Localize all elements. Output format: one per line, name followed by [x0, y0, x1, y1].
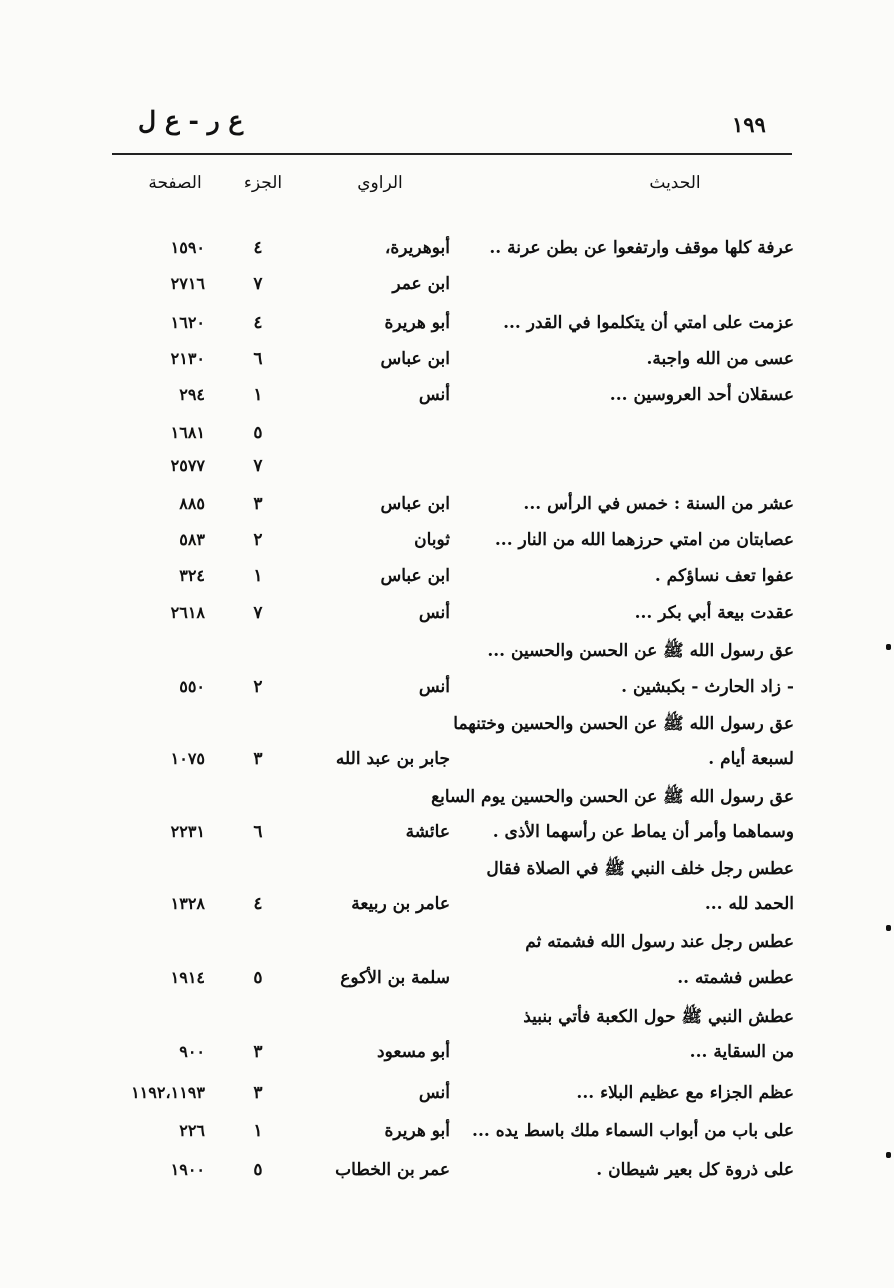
table-row: [0, 274, 894, 310]
table-row: [0, 786, 894, 822]
volume-number: ٤: [253, 313, 263, 333]
narrator-name: عمر بن الخطاب: [335, 1160, 450, 1180]
edge-mark: [886, 644, 891, 650]
table-row: [0, 713, 894, 749]
hadith-text: عرفة كلها موقف وارتفعوا عن بطن عرنة ..: [489, 238, 794, 258]
table-row: [0, 932, 894, 968]
narrator-name: عامر بن ربيعة: [351, 894, 450, 914]
table-row: [0, 858, 894, 894]
narrator-name: أنس: [418, 677, 450, 697]
hadith-text: عطس فشمته ..: [677, 968, 794, 988]
page-reference: ٢٩٤: [179, 385, 205, 404]
narrator-name: ابن عباس: [380, 494, 450, 514]
page-reference: ٥٨٣: [179, 530, 205, 549]
page-reference: ٢١٣٠: [170, 349, 205, 368]
narrator-name: أبوهريرة،: [384, 238, 450, 258]
table-row: [0, 423, 894, 459]
page-reference: ٩٠٠: [179, 1042, 205, 1061]
volume-number: ٧: [253, 456, 263, 476]
table-row: [0, 385, 894, 421]
hadith-text: على باب من أبواب السماء ملك باسط يده ...: [472, 1121, 794, 1141]
column-header-hadith: الحديث: [649, 173, 701, 193]
table-row: [0, 349, 894, 385]
table-row: [0, 1006, 894, 1042]
hadith-text: عسى من الله واجبة.: [646, 349, 794, 369]
edge-mark: [886, 1152, 891, 1158]
volume-number: ٣: [253, 494, 263, 514]
narrator-name: سلمة بن الأكوع: [340, 968, 450, 988]
page-reference: ١٥٩٠: [170, 238, 205, 257]
volume-number: ٧: [253, 274, 263, 294]
page-number: ١٩٩: [732, 112, 766, 137]
hadith-text: عق رسول الله ﷺ عن الحسن والحسين يوم السابع: [431, 787, 794, 807]
narrator-name: أبو مسعود: [377, 1042, 450, 1062]
table-row: [0, 677, 894, 713]
column-header-juz: الجزء: [243, 173, 283, 193]
table-row: [0, 1160, 894, 1196]
narrator-name: عائشة: [405, 822, 450, 842]
volume-number: ٢: [253, 530, 263, 550]
narrator-name: ثوبان: [414, 530, 450, 550]
volume-number: ٤: [253, 238, 263, 258]
table-row: [0, 494, 894, 530]
hadith-text: عسقلان أحد العروسين ...: [609, 385, 794, 405]
volume-number: ١: [253, 566, 263, 586]
column-header-page: الصفحة: [148, 173, 202, 193]
page-reference: ٢٢٦: [179, 1121, 205, 1140]
page-reference: ٥٥٠: [179, 677, 205, 696]
volume-number: ٥: [253, 1160, 263, 1180]
narrator-name: أبو هريرة: [384, 1121, 450, 1141]
page-reference: ١٩١٤: [170, 968, 205, 987]
volume-number: ٦: [253, 822, 263, 842]
volume-number: ٣: [253, 1042, 263, 1062]
page-reference: ٢٦١٨: [170, 603, 205, 622]
hadith-text: على ذروة كل بعير شيطان .: [596, 1160, 794, 1180]
page-reference: ٢٥٧٧: [170, 456, 205, 475]
volume-number: ١: [253, 385, 263, 405]
page-reference: ٢٢٣١: [170, 822, 205, 841]
volume-number: ٥: [253, 968, 263, 988]
table-row: [0, 1121, 894, 1157]
page-reference: ١٦٢٠: [170, 313, 205, 332]
page-reference: ١٠٧٥: [170, 749, 205, 768]
page-reference: ٢٧١٦: [170, 274, 205, 293]
table-row: [0, 530, 894, 566]
table-row: [0, 894, 894, 930]
page-reference: ١٣٢٨: [170, 894, 205, 913]
page-reference: ١١٩٢،١١٩٣: [131, 1083, 205, 1102]
table-row: [0, 749, 894, 785]
page-reference: ١٩٠٠: [170, 1160, 205, 1179]
hadith-text: عزمت على امتي أن يتكلموا في القدر ...: [503, 313, 794, 333]
volume-number: ٦: [253, 349, 263, 369]
table-row: [0, 313, 894, 349]
table-row: [0, 822, 894, 858]
hadith-text: عطس رجل خلف النبي ﷺ في الصلاة فقال: [486, 859, 794, 879]
narrator-name: أنس: [418, 1083, 450, 1103]
table-row: [0, 640, 894, 676]
narrator-name: ابن عباس: [380, 566, 450, 586]
narrator-name: جابر بن عبد الله: [335, 749, 450, 769]
volume-number: ٢: [253, 677, 263, 697]
header-rule: [112, 153, 792, 155]
volume-number: ٤: [253, 894, 263, 914]
table-row: [0, 456, 894, 492]
hadith-text: الحمد لله ...: [704, 894, 794, 914]
letter-range-heading: ع ر - ع ل: [138, 106, 244, 135]
page-reference: ٨٨٥: [179, 494, 205, 513]
narrator-name: أنس: [418, 385, 450, 405]
narrator-name: ابن عباس: [380, 349, 450, 369]
hadith-text: عق رسول الله ﷺ عن الحسن والحسين وختنهما: [453, 714, 794, 734]
hadith-text: عق رسول الله ﷺ عن الحسن والحسين ...: [487, 641, 794, 661]
hadith-text: عطش النبي ﷺ حول الكعبة فأتي بنبيذ: [523, 1007, 794, 1027]
narrator-name: ابن عمر: [392, 274, 450, 294]
page-reference: ١٦٨١: [170, 423, 205, 442]
volume-number: ٥: [253, 423, 263, 443]
volume-number: ١: [253, 1121, 263, 1141]
table-row: [0, 603, 894, 639]
column-header-rawi: الراوي: [357, 173, 403, 193]
narrator-name: أنس: [418, 603, 450, 623]
hadith-text: عفوا تعف نساؤكم .: [654, 566, 794, 586]
table-row: [0, 566, 894, 602]
hadith-text: عقدت بيعة أبي بكر ...: [634, 603, 794, 623]
volume-number: ٣: [253, 749, 263, 769]
hadith-text: عظم الجزاء مع عظيم البلاء ...: [576, 1083, 794, 1103]
table-row: [0, 238, 894, 274]
table-row: [0, 1042, 894, 1078]
hadith-text: لسبعة أيام .: [708, 749, 794, 769]
volume-number: ٧: [253, 603, 263, 623]
volume-number: ٣: [253, 1083, 263, 1103]
hadith-text: عصابتان من امتي حرزهما الله من النار ...: [494, 530, 794, 550]
hadith-text: - زاد الحارث - بكبشين .: [621, 677, 794, 697]
hadith-text: عطس رجل عند رسول الله فشمته ثم: [525, 932, 794, 952]
hadith-text: عشر من السنة : خمس في الرأس ...: [523, 494, 794, 514]
table-row: [0, 968, 894, 1004]
narrator-name: أبو هريرة: [384, 313, 450, 333]
hadith-text: وسماهما وأمر أن يماط عن رأسهما الأذى .: [492, 822, 794, 842]
edge-mark: [886, 925, 891, 931]
page-reference: ٣٢٤: [179, 566, 205, 585]
hadith-text: من السقاية ...: [689, 1042, 794, 1062]
table-row: [0, 1083, 894, 1119]
